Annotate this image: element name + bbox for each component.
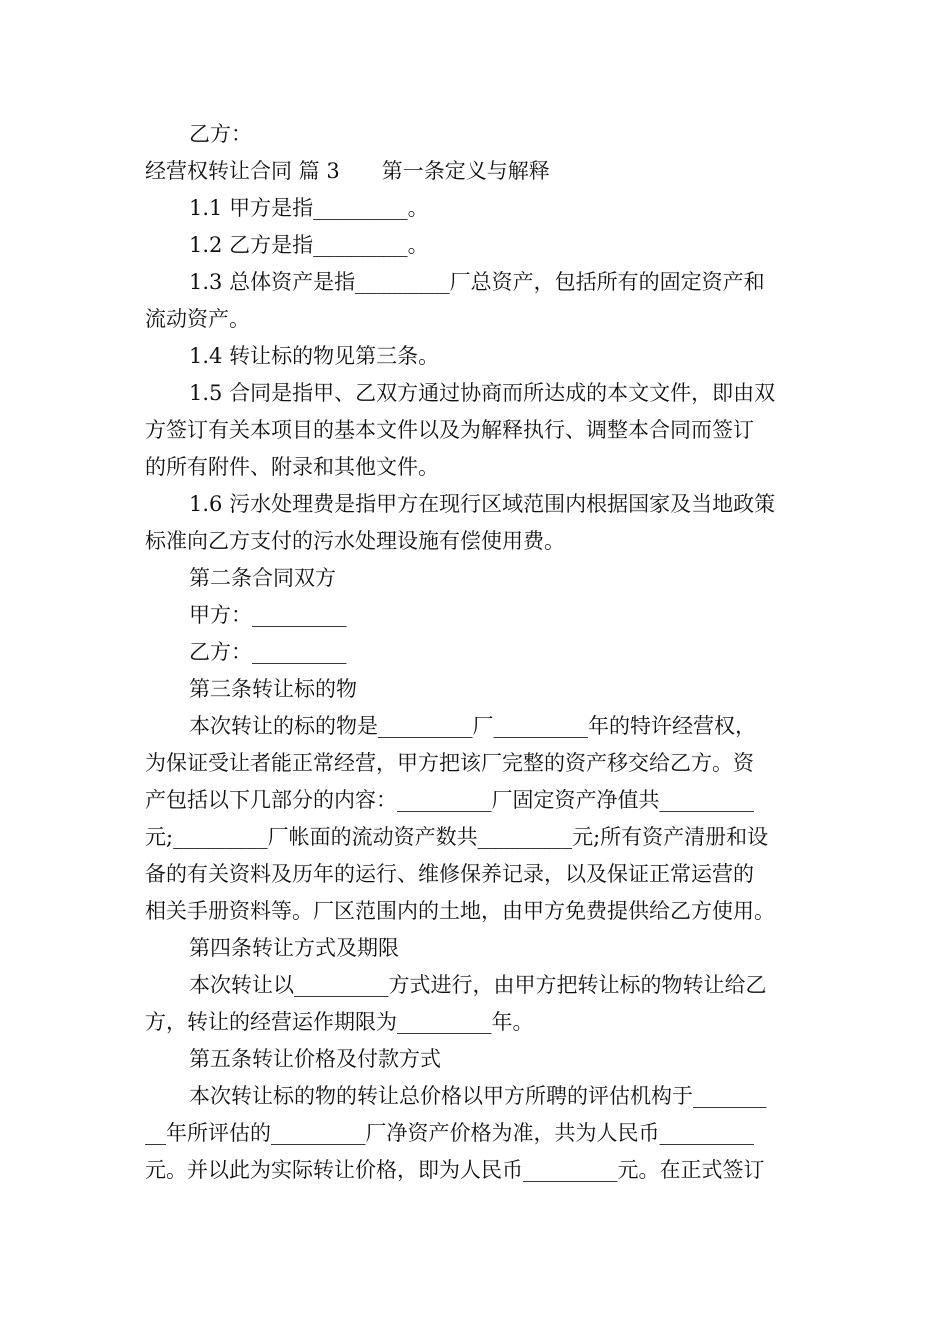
text-line: 1.2 乙方是指_________。 bbox=[189, 233, 429, 257]
article-heading: 第一条定义与解释 bbox=[381, 159, 550, 183]
text-line: 的所有附件、附录和其他文件。 bbox=[145, 455, 439, 479]
text-line: 1.3 总体资产是指_________厂总资产，包括所有的固定资产和 bbox=[189, 270, 765, 294]
text-line: 乙方： bbox=[189, 122, 252, 146]
document-body bbox=[145, 116, 807, 1189]
text-line: 本次转让的标的物是_________厂_________年的特许经营权， bbox=[189, 714, 756, 738]
text-line: 备的有关资料及历年的运行、维修保养记录，以及保证正常运营的 bbox=[145, 862, 754, 886]
text-line: __年所评估的_________厂净资产价格为准，共为人民币_________ bbox=[145, 1121, 754, 1145]
text-line: 元;_________厂帐面的流动资产数共_________元;所有资产清册和设 bbox=[145, 825, 769, 849]
party-a-field: 甲方：_________ bbox=[189, 603, 347, 627]
article-heading: 第三条转让标的物 bbox=[189, 677, 357, 701]
text-line: 1.4 转让标的物见第三条。 bbox=[189, 344, 440, 368]
party-b-field: 乙方：_________ bbox=[189, 640, 347, 664]
document-title: 经营权转让合同 篇 3 bbox=[145, 159, 340, 183]
section-title-line bbox=[145, 153, 807, 190]
article-heading: 第四条转让方式及期限 bbox=[189, 936, 399, 960]
text-line: 产包括以下几部分的内容：_________厂固定资产净值共_________ bbox=[145, 788, 754, 812]
text-line: 1.1 甲方是指_________。 bbox=[189, 196, 429, 220]
text-line: 本次转让标的物的转让总价格以甲方所聘的评估机构于_______ bbox=[189, 1084, 767, 1108]
text-line: 本次转让以_________方式进行，由甲方把转让标的物转让给乙 bbox=[189, 973, 767, 997]
text-line: 1.5 合同是指甲、乙双方通过协商而所达成的本文文件，即由双 bbox=[189, 381, 776, 405]
text-line: 元。并以此为实际转让价格，即为人民币_________元。在正式签订 bbox=[145, 1158, 765, 1182]
text-line: 相关手册资料等。厂区范围内的土地，由甲方免费提供给乙方使用。 bbox=[145, 899, 775, 923]
text-line: 流动资产。 bbox=[145, 307, 250, 331]
text-line: 方签订有关本项目的基本文件以及为解释执行、调整本合同而签订 bbox=[145, 418, 754, 442]
article-heading: 第五条转让价格及付款方式 bbox=[189, 1047, 441, 1071]
text-line: 1.6 污水处理费是指甲方在现行区域范围内根据国家及当地政策 bbox=[189, 492, 776, 516]
text-line: 标准向乙方支付的污水处理设施有偿使用费。 bbox=[145, 529, 565, 553]
article-heading: 第二条合同双方 bbox=[189, 566, 336, 590]
text-line: 方，转让的经营运作期限为_________年。 bbox=[145, 1010, 534, 1034]
text-line: 为保证受让者能正常经营，甲方把该厂完整的资产移交给乙方。资 bbox=[145, 751, 754, 775]
